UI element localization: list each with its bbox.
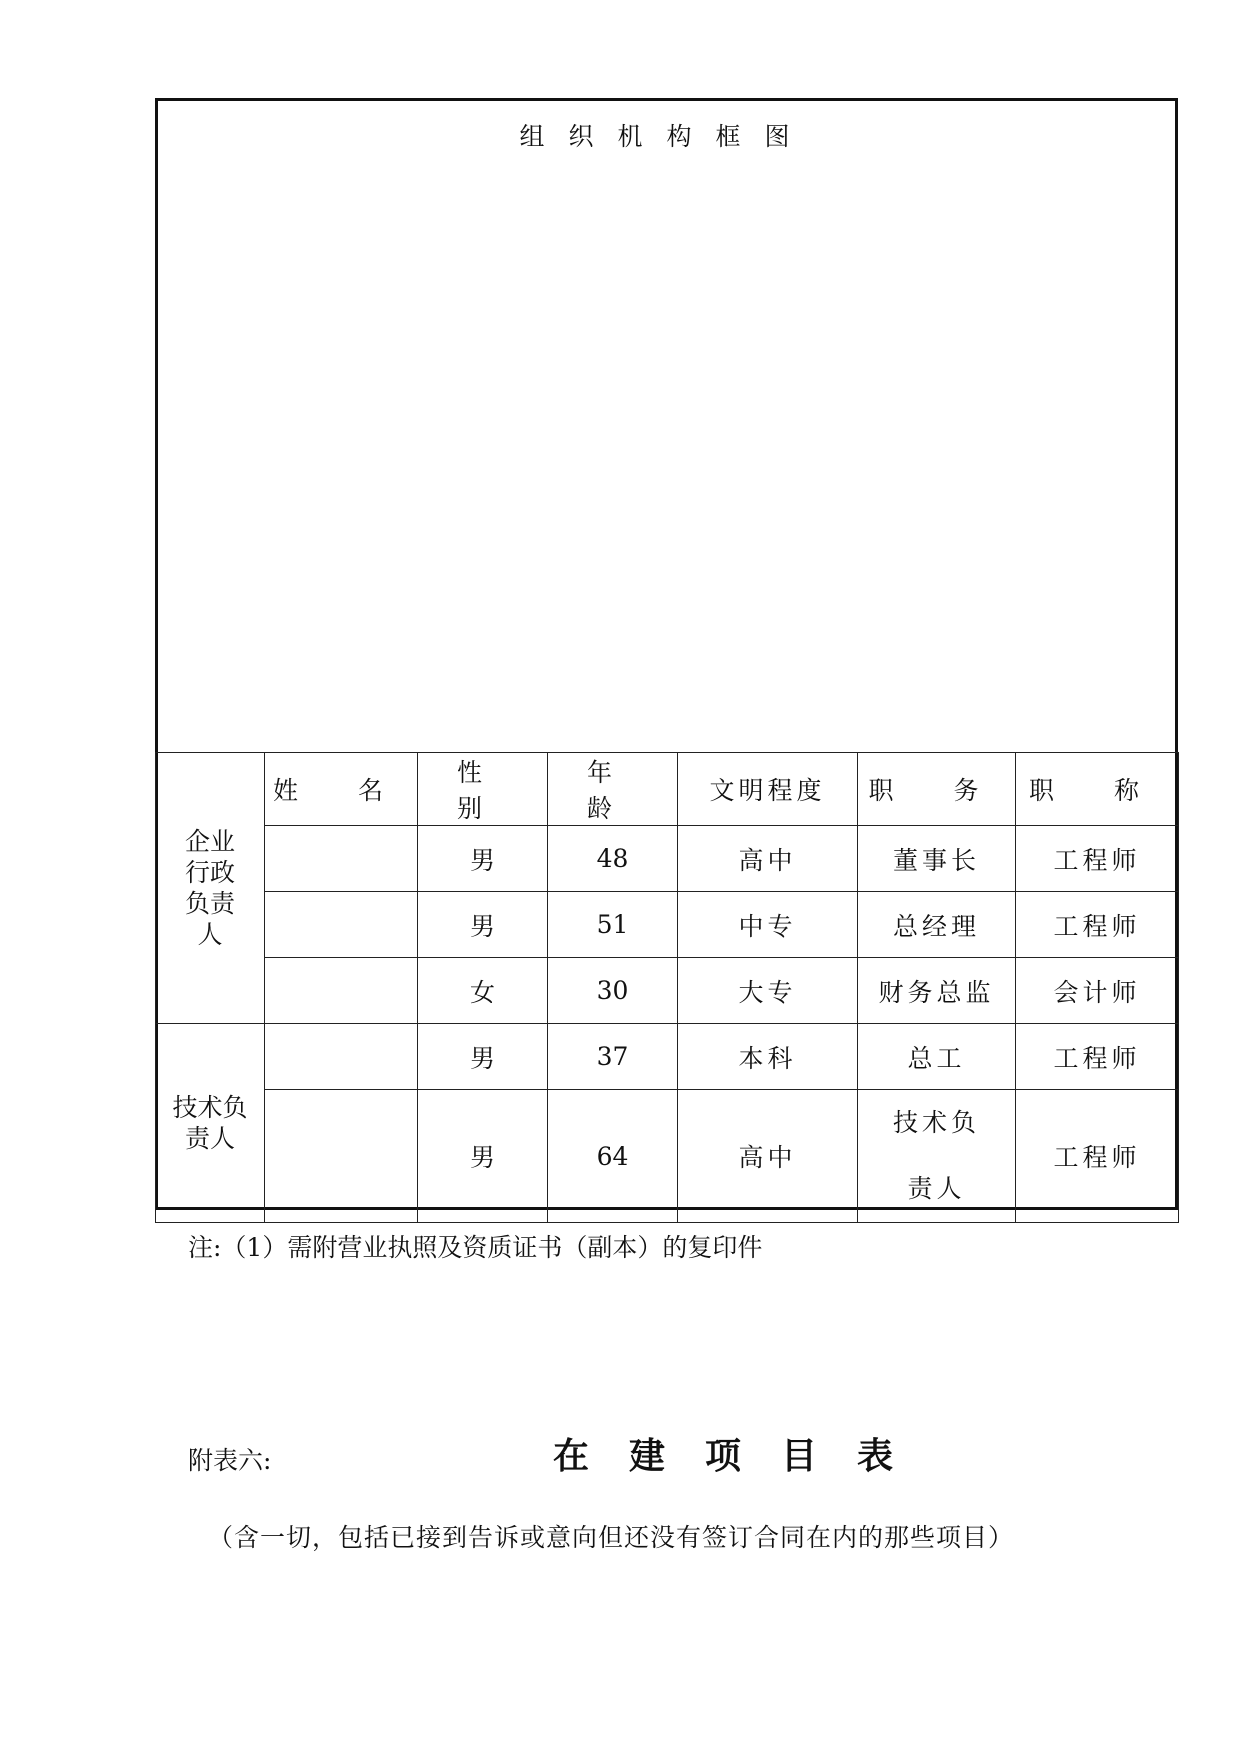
org-chart-area [158,101,1175,752]
header-name: 姓 名 [265,753,418,826]
appendix-label: 附表六: [188,1446,272,1475]
table-row [156,892,1179,958]
org-chart-frame [155,98,1178,1210]
header-duty: 职 务 [858,753,1016,826]
org-chart-title: 组织机构框图 [519,122,814,151]
table-note: 注:（1）需附营业执照及资质证书（副本）的复印件 [188,1233,763,1262]
cell-title: 工程师 [1016,1024,1179,1090]
cell-duty: 财务总监 [858,958,1016,1024]
table-row [156,958,1179,1024]
cell-duty: 总经理 [858,892,1016,958]
table-header-row [156,753,1179,826]
cell-gender: 男 [418,826,548,892]
cell-age: 37 [548,1024,678,1090]
cell-name [265,892,418,958]
group-label-admin: 企业行政负责人 [156,753,265,1024]
group-label-tech: 技术负责人 [156,1024,265,1223]
header-gender: 性 别 [418,753,548,826]
cell-education: 大专 [678,958,858,1024]
header-title: 职 称 [1016,753,1179,826]
cell-gender: 男 [418,1024,548,1090]
table-row [156,826,1179,892]
cell-age: 64 [548,1090,678,1223]
cell-education: 高中 [678,826,858,892]
cell-duty: 总工 [858,1024,1016,1090]
cell-title: 工程师 [1016,826,1179,892]
cell-title: 工程师 [1016,892,1179,958]
cell-age: 48 [548,826,678,892]
cell-education: 本科 [678,1024,858,1090]
cell-gender: 女 [418,958,548,1024]
table-row [156,1090,1179,1223]
cell-gender: 男 [418,1090,548,1223]
cell-duty: 董事长 [858,826,1016,892]
cell-name [265,826,418,892]
cell-title: 会计师 [1016,958,1179,1024]
appendix-subtitle: （含一切，包括已接到告诉或意向但还没有签订合同在内的那些项目） [208,1523,1015,1552]
table-row [156,1024,1179,1090]
cell-name [265,958,418,1024]
cell-name [265,1090,418,1223]
cell-education: 高中 [678,1090,858,1223]
cell-education: 中专 [678,892,858,958]
cell-age: 30 [548,958,678,1024]
cell-duty [858,1090,1016,1223]
cell-age: 51 [548,892,678,958]
cell-name [265,1024,418,1090]
header-age: 年 龄 [548,753,678,826]
header-education: 文明程度 [678,753,858,826]
appendix-title: 在建项目表 [553,1435,934,1477]
cell-title: 工程师 [1016,1090,1179,1223]
cell-duty-text: 技术负责人 [892,1108,980,1203]
staff-table [155,752,1179,1223]
cell-gender: 男 [418,892,548,958]
